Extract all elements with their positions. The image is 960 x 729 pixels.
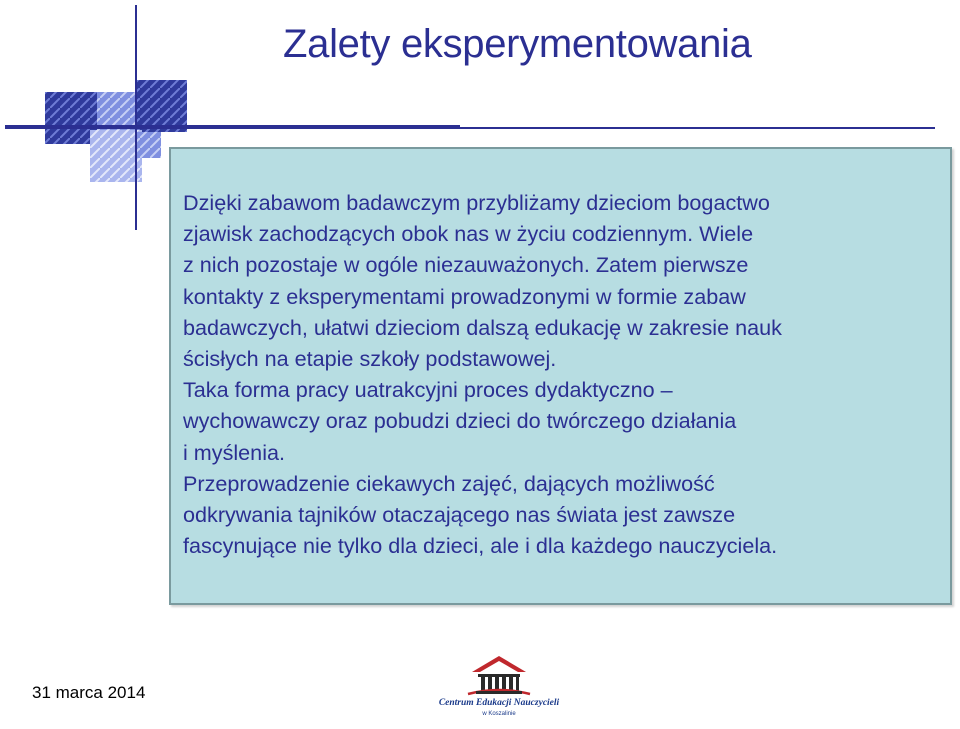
paragraph-line: Dzięki zabawom badawczym przybliżamy dzieciom bogactwo [183, 190, 770, 215]
decorative-squares [40, 78, 190, 188]
vertical-accent-line [135, 5, 137, 230]
paragraph-line: kontakty z eksperymentami prowadzonymi w formie zabaw [183, 283, 746, 309]
content-box [169, 147, 952, 605]
paragraph-line: Taka forma pracy uatrakcyjni proces dydaktyczno – [183, 377, 673, 403]
paragraph-line: badawczych, ułatwi dzieciom dalszą edukację w zakresie nauk [183, 314, 782, 340]
horizontal-accent-line-thick [5, 125, 460, 129]
paragraph-line: i myślenia. [183, 439, 286, 465]
paragraph-line: ścisłych na etapie szkoły podstawowej. [183, 346, 557, 372]
logo-subtitle: w Koszalinie [482, 711, 516, 717]
horizontal-accent-line-thin [460, 127, 935, 129]
slide-title: Zalety eksperymentowania [283, 22, 752, 66]
paragraph-line: odkrywania tajników otaczającego nas świata jest zawsze [183, 502, 736, 528]
logo-name: Centrum Edukacji Nauczycieli [438, 698, 560, 708]
decorative-squares-graphic [40, 78, 190, 188]
content-paragraph [183, 187, 943, 561]
cen-logo [428, 650, 570, 722]
slide-date: 31 marca 2014 [32, 683, 146, 702]
paragraph-line: Przeprowadzenie ciekawych zajęć, dających możliwość [183, 470, 715, 496]
paragraph-line: fascynujące nie tylko dla dzieci, ale i dla każdego nauczyciela. [183, 533, 778, 559]
paragraph-line: zjawisk zachodzących obok nas w życiu codziennym. Wiele [183, 221, 754, 247]
building-icon [428, 650, 570, 700]
paragraph-line: wychowawczy oraz pobudzi dzieci do twórczego działania [183, 408, 737, 434]
paragraph-line: z nich pozostaje w ogóle niezauważonych. Zatem pierwsze [183, 252, 749, 278]
